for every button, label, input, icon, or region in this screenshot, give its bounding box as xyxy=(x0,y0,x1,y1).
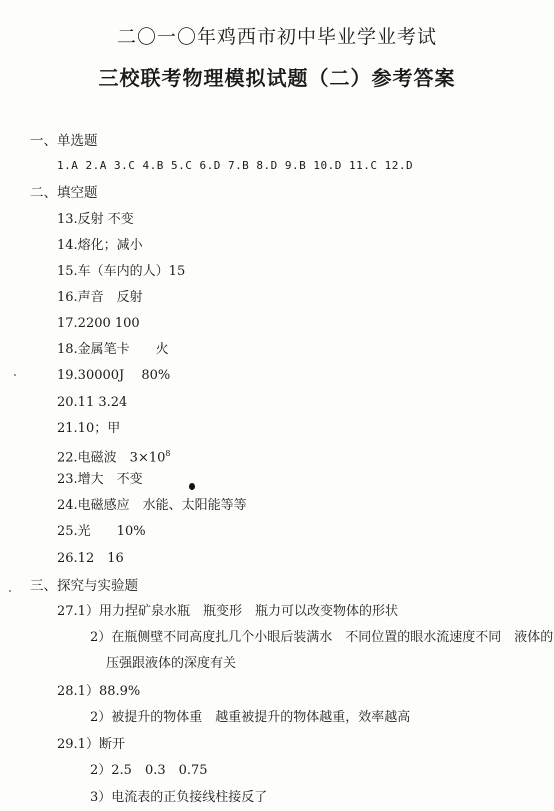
answer-item-16: 16.声音 反射 xyxy=(57,290,143,305)
answer-item-22 xyxy=(57,446,170,466)
answer-item-21: 21.10；甲 xyxy=(57,421,121,436)
answer-item-17: 17.2200 100 xyxy=(57,316,140,331)
single-choice-answers: 1.A 2.A 3.C 4.B 5.C 6.D 7.B 8.D 9.B 10.D 11.C 12.D xyxy=(57,159,414,172)
answer-item-23: 23.增大 不变 xyxy=(57,472,143,487)
section-heading-experiment: 三、探究与实验题 xyxy=(30,578,138,594)
answer-item-24: 24.电磁感应 水能、太阳能等等 xyxy=(57,498,247,513)
exam-title: 二〇一〇年鸡西市初中毕业学业考试 xyxy=(116,26,437,48)
answer-28-part1: 28.1）88.9% xyxy=(57,684,141,699)
answer-key-title: 三校联考物理模拟试题（二）参考答案 xyxy=(98,66,456,90)
answer-item-18: 18.金属笔卡 火 xyxy=(57,342,169,357)
section-heading-single-choice: 一、单选题 xyxy=(30,133,98,149)
ink-blot-mark xyxy=(189,483,195,490)
answer-item-13: 13.反射 不变 xyxy=(57,212,134,227)
answer-item-19: 19.30000J 80% xyxy=(57,368,171,383)
answer-item-25: 25.光 10% xyxy=(57,524,146,539)
answer-item-14: 14.熔化；减小 xyxy=(57,238,143,253)
answer-29-part2: 2）2.5 0.3 0.75 xyxy=(90,763,208,778)
scan-speck-mark xyxy=(14,374,16,376)
answer-item-26: 26.12 16 xyxy=(57,551,124,566)
scan-speck-mark xyxy=(9,590,11,592)
answer-item-15: 15.车（车内的人）15 xyxy=(57,264,186,279)
answer-29-part3: 3）电流表的正负接线柱接反了 xyxy=(90,790,268,805)
answer-27-part2-continued: 压强跟液体的深度有关 xyxy=(106,656,237,671)
answer-27-part1: 27.1）用力捏矿泉水瓶 瓶变形 瓶力可以改变物体的形状 xyxy=(57,604,398,619)
answer-item-22-exponent: 8 xyxy=(165,449,171,458)
answer-28-part2: 2）被提升的物体重 越重被提升的物体越重，效率越高 xyxy=(90,710,411,725)
answer-29-part1: 29.1）断开 xyxy=(57,737,125,752)
answer-item-22-text: 22.电磁波 3×10 xyxy=(57,450,166,466)
answer-item-20: 20.11 3.24 xyxy=(57,395,128,410)
answer-27-part2: 2）在瓶侧壁不同高度扎几个小眼后装满水 不同位置的眼水流速度不同 液体的 xyxy=(90,630,554,645)
section-heading-fill-blank: 二、填空题 xyxy=(30,185,98,201)
